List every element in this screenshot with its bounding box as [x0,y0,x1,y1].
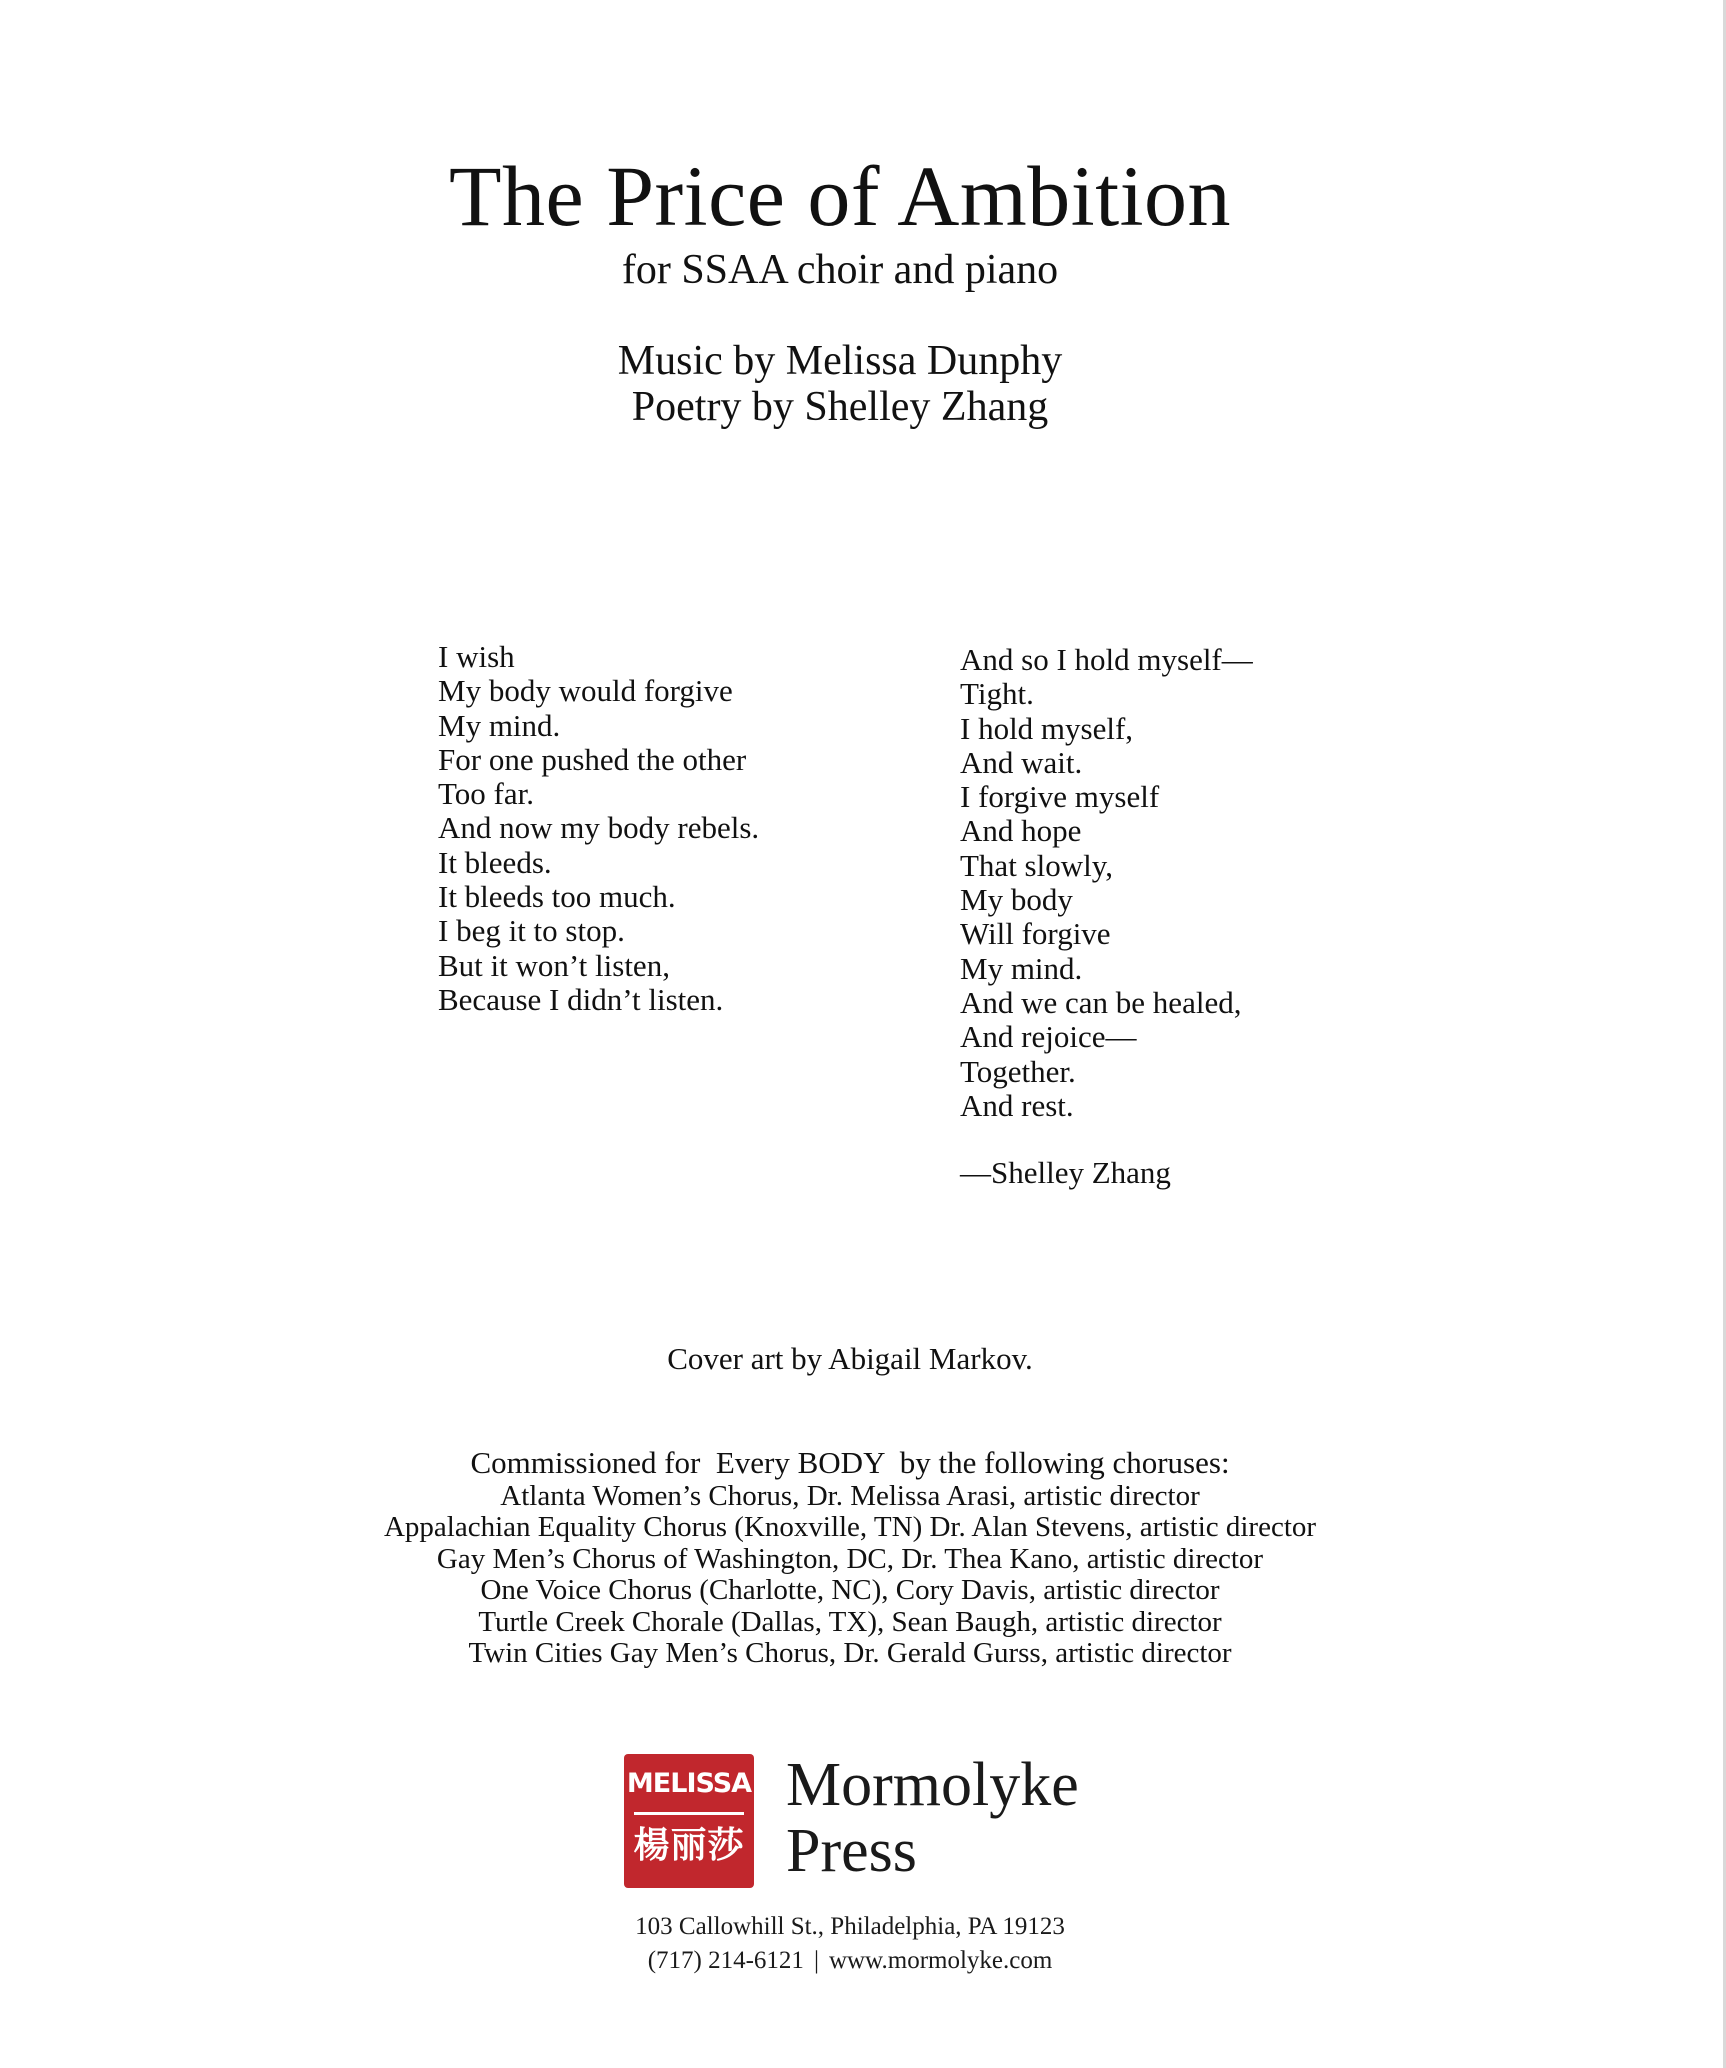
publisher-name-line2: Press [786,1817,917,1885]
chorus-entry: One Voice Chorus (Charlotte, NC), Cory Davis, artistic director [480,1574,1220,1607]
chorus-list [0,1481,1700,1669]
poem-line: I beg it to stop. [438,913,625,949]
contact-separator: | [813,1947,819,1974]
poem-line: And rest. [960,1087,1074,1123]
logo-seal-text-top: MELISSA [626,1768,752,1799]
page-subtitle: for SSAA choir and piano [621,247,1059,293]
chorus-entry: Atlanta Women’s Chorus, Dr. Melissa Arasi, artistic director [500,1480,1200,1512]
poem-line: I forgive myself [960,779,1160,815]
commission-intro: Commissioned for Every BODY by the following choruses: [470,1445,1230,1480]
page-title: The Price of Ambition [449,148,1231,244]
poem-attribution: —Shelley Zhang [960,1155,1171,1190]
poem-line: I wish [438,639,515,674]
poem-line: My body [960,882,1073,918]
poem-line: For one pushed the other [438,741,747,777]
chorus-entry: Turtle Creek Chorale (Dallas, TX), Sean Baugh, artistic director [478,1605,1222,1638]
poem-line: Because I didn’t listen. [438,981,724,1017]
poem-line: But it won’t listen, [438,947,670,983]
publisher-name-line1: Mormolyke [786,1751,1079,1819]
poem-line: And rejoice— [960,1019,1137,1055]
poem-left-column [438,640,759,1017]
publisher-address: 103 Callowhill St., Philadelphia, PA 19123 [635,1913,1065,1940]
poem-line: Together. [960,1053,1076,1089]
logo-seal-text-bottom: 楊丽莎 [633,1825,745,1866]
chorus-entry: Gay Men’s Chorus of Washington, DC, Dr. Thea Kano, artistic director [436,1542,1264,1575]
poetry-credit: Poetry by Shelley Zhang [631,384,1049,430]
poem-line: It bleeds too much. [438,879,676,915]
publisher-name [786,1752,1079,1884]
commission-block [0,1445,1700,1669]
poem-line: And so I hold myself— [960,642,1253,677]
poem-line: Will forgive [960,916,1111,952]
publisher-phone-web [0,1944,1700,1978]
chorus-entry: Twin Cities Gay Men’s Chorus, Dr. Gerald Gurss, artistic director [468,1637,1232,1670]
poem-right-column [960,643,1253,1123]
poem-line: Too far. [438,776,534,812]
logo-seal-divider [634,1812,744,1815]
poem-line: My mind. [960,950,1083,986]
publisher-phone: (717) 214-6121 [647,1947,804,1974]
poem-line: My body would forgive [438,673,733,709]
poem-line: And wait. [960,744,1083,780]
music-credit: Music by Melissa Dunphy [617,338,1063,384]
publisher-logo-seal [624,1754,754,1888]
chorus-entry: Appalachian Equality Chorus (Knoxville, TN) Dr. Alan Stevens, artistic director [383,1511,1317,1544]
publisher-website[interactable]: www.mormolyke.com [828,1947,1053,1974]
publisher-contact [0,1910,1700,1978]
poem-line: And we can be healed, [960,984,1242,1020]
poem-line: My mind. [438,707,561,743]
cover-art-credit: Cover art by Abigail Markov. [667,1341,1033,1376]
poem-line: It bleeds. [438,844,552,880]
poem-line: That slowly, [960,847,1113,883]
poem-line: And hope [960,813,1082,849]
poem-line: Tight. [960,676,1034,712]
credits-block [0,338,1680,430]
poem-line: I hold myself, [960,710,1134,746]
poem-line: And now my body rebels. [438,810,760,846]
